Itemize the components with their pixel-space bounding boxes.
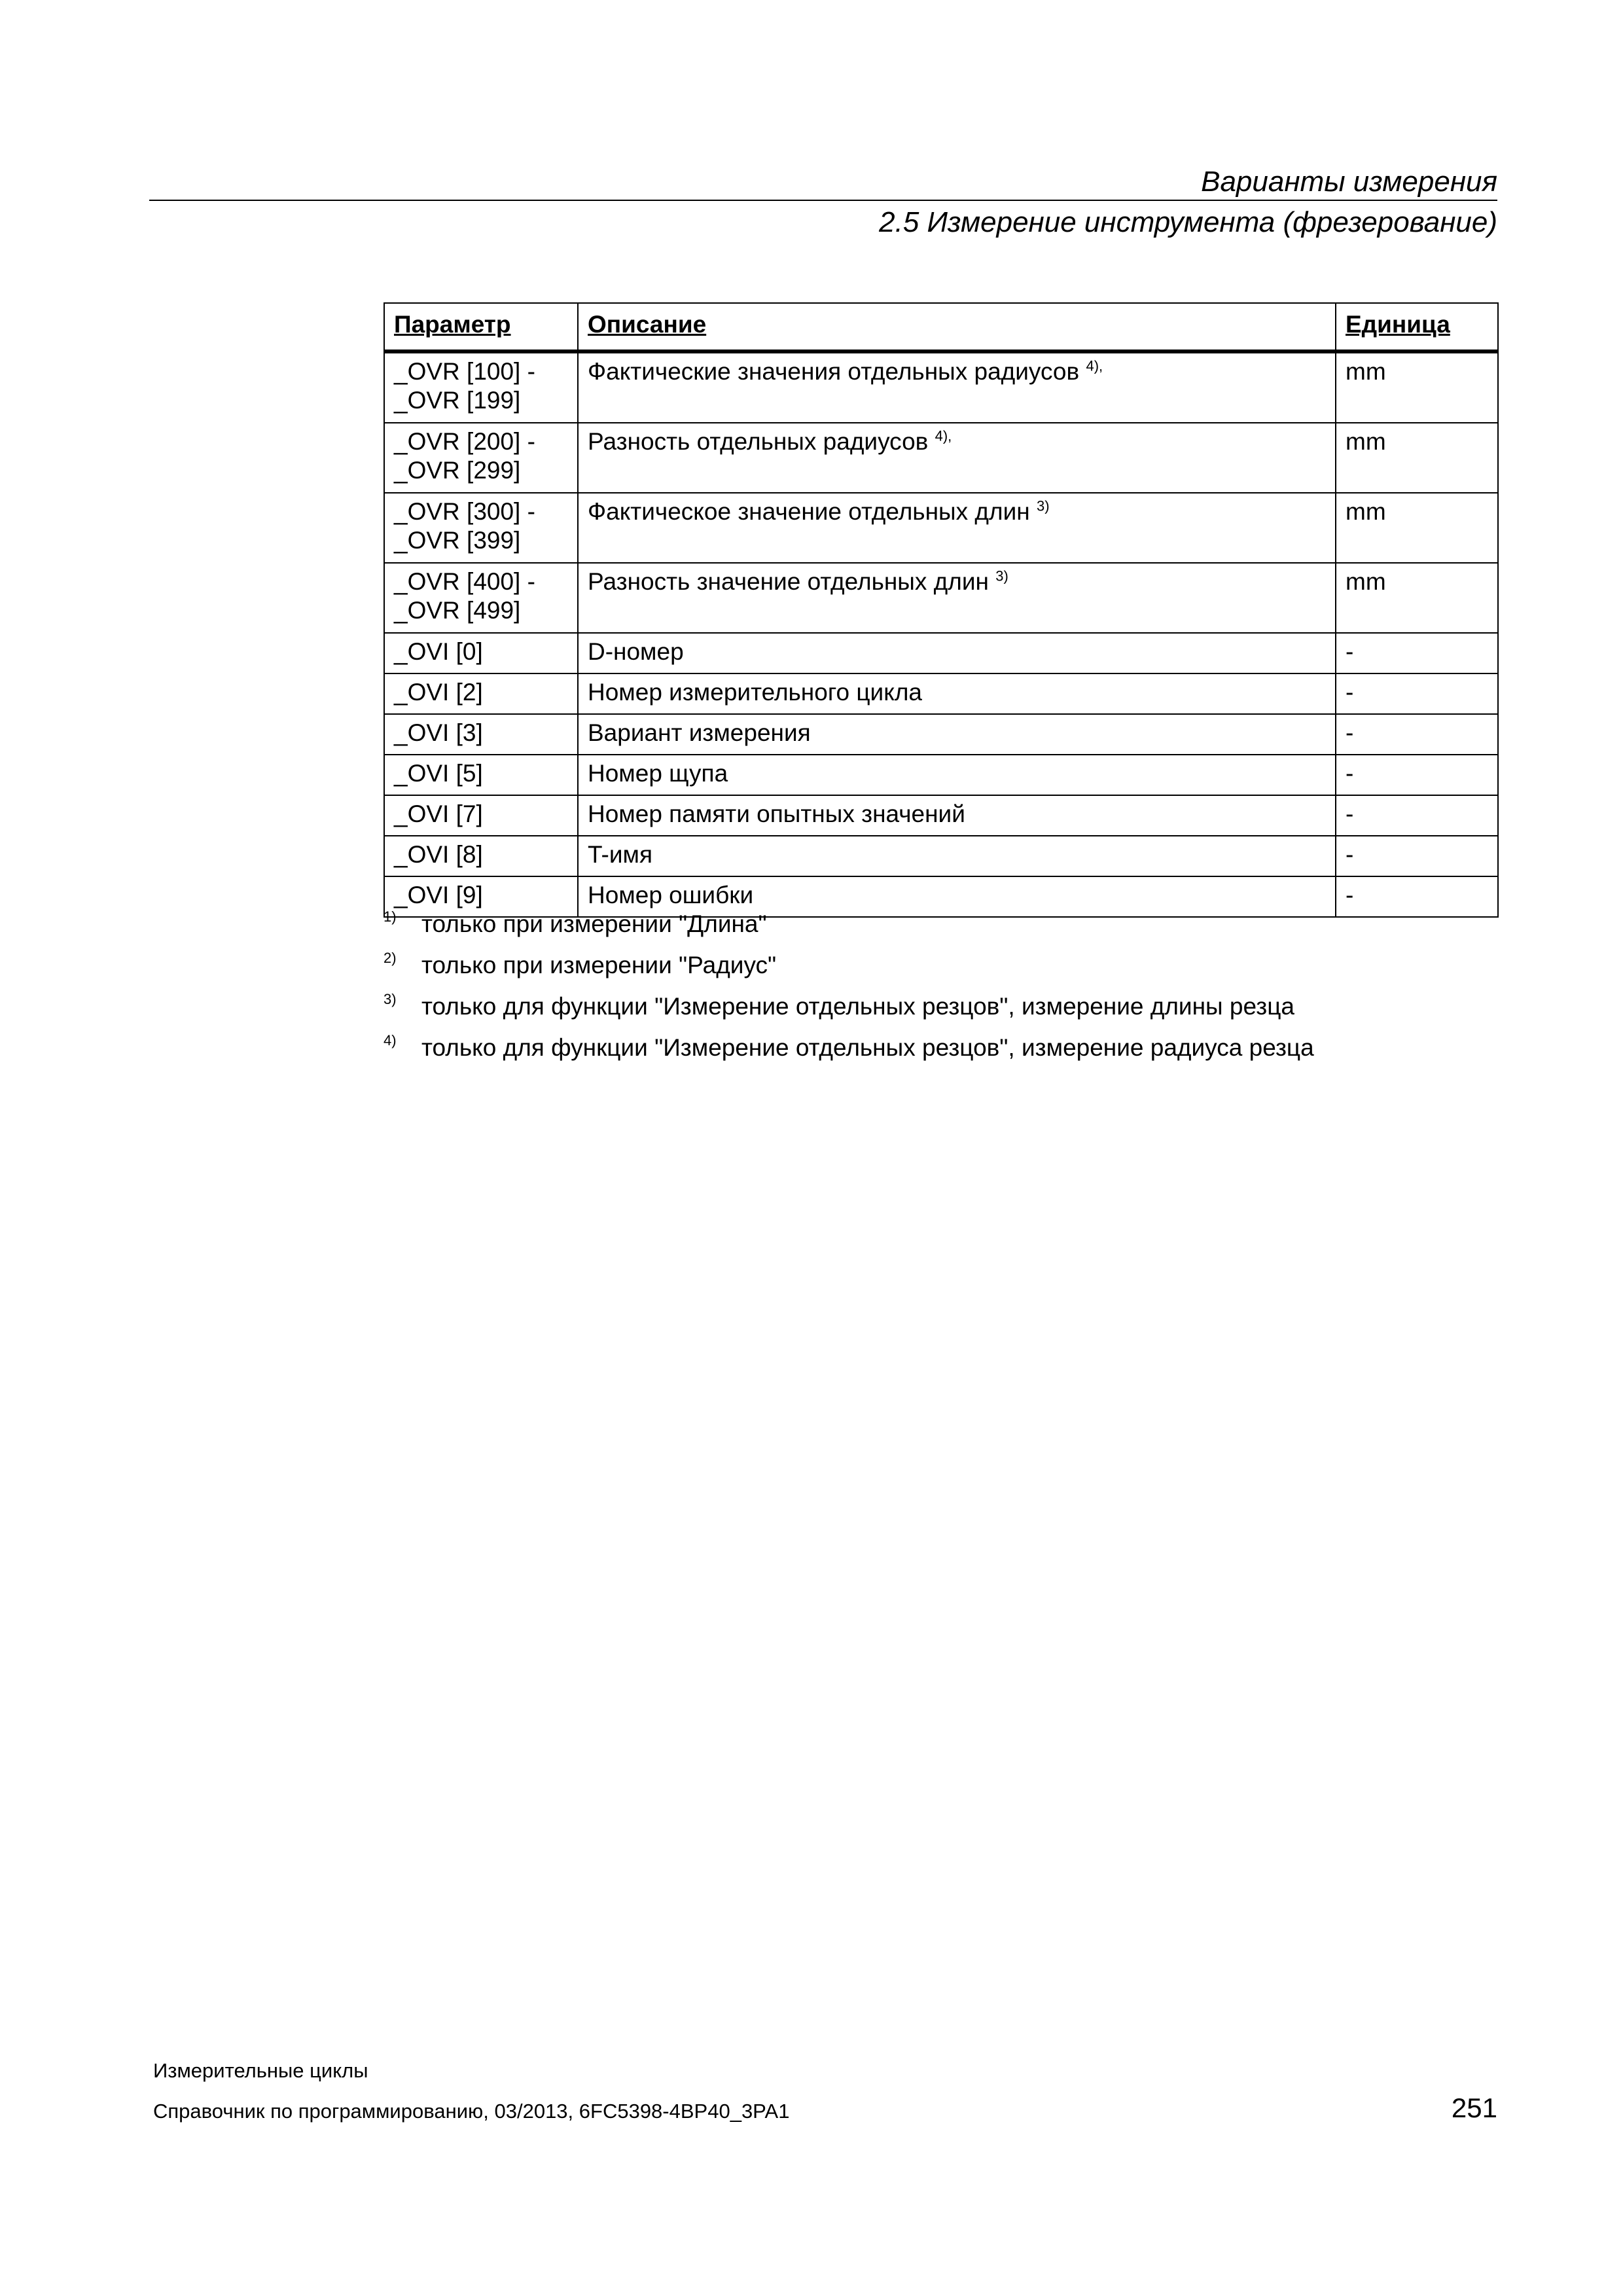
footnote-reference: 3) [995, 567, 1008, 584]
description-cell [578, 351, 1336, 423]
param-name: _OVR [299] [394, 457, 521, 484]
footnote-marker: 4) [383, 1032, 397, 1049]
footnote-text: только при измерении "Радиус" [421, 952, 777, 978]
param-cell: _OVI [9] [384, 876, 578, 917]
description-cell: T-имя [578, 836, 1336, 876]
table-row [384, 755, 1498, 795]
column-header-unit: Единица [1336, 303, 1498, 351]
description-cell: D-номер [578, 633, 1336, 673]
table-row [384, 714, 1498, 755]
table-row [384, 795, 1498, 836]
footnote [383, 910, 1496, 951]
description-text: Разность значение отдельных длин [588, 568, 989, 595]
footnote-marker: 3) [383, 991, 397, 1007]
param-name: _OVR [100] - [394, 358, 535, 385]
table-header-row [384, 303, 1498, 351]
param-cell: _OVI [3] [384, 714, 578, 755]
table-row [384, 633, 1498, 673]
param-cell [384, 423, 578, 493]
table-row [384, 351, 1498, 423]
table-row [384, 673, 1498, 714]
header-rule [149, 200, 1497, 201]
footnote-text: только при измерении "Длина" [421, 910, 767, 937]
unit-cell: - [1336, 755, 1498, 795]
unit-cell: - [1336, 714, 1498, 755]
unit-cell: mm [1336, 563, 1498, 633]
running-header-chapter: Варианты измерения [1201, 166, 1497, 198]
unit-cell: - [1336, 876, 1498, 917]
column-header-description: Описание [578, 303, 1336, 351]
unit-cell: mm [1336, 351, 1498, 423]
description-text: Фактические значения отдельных радиусов [588, 358, 1080, 385]
param-cell: _OVI [7] [384, 795, 578, 836]
footnote [383, 1033, 1496, 1075]
param-cell: _OVI [0] [384, 633, 578, 673]
param-name: _OVR [499] [394, 597, 521, 624]
footer-title: Измерительные циклы [153, 2059, 368, 2082]
table-row [384, 563, 1498, 633]
description-cell: Номер измерительного цикла [578, 673, 1336, 714]
description-cell: Номер ошибки [578, 876, 1336, 917]
footnote-reference: 4), [935, 427, 952, 444]
unit-cell: - [1336, 673, 1498, 714]
table-row [384, 493, 1498, 563]
description-cell: Номер щупа [578, 755, 1336, 795]
footnote-marker: 1) [383, 908, 397, 925]
param-name: _OVR [200] - [394, 428, 535, 455]
param-cell [384, 493, 578, 563]
footnote-text: только для функции "Измерение отдельных резцов", измерение длины резца [421, 993, 1294, 1020]
description-cell: Вариант измерения [578, 714, 1336, 755]
param-name: _OVR [400] - [394, 568, 535, 595]
footnote [383, 951, 1496, 992]
unit-cell: - [1336, 633, 1498, 673]
footnote-reference: 4), [1086, 357, 1103, 374]
unit-cell: mm [1336, 493, 1498, 563]
footnotes [383, 910, 1496, 1075]
description-cell: Номер памяти опытных значений [578, 795, 1336, 836]
description-cell [578, 423, 1336, 493]
param-cell [384, 351, 578, 423]
parameter-table [383, 302, 1499, 918]
param-name: _OVR [300] - [394, 498, 535, 525]
table-row [384, 836, 1498, 876]
description-cell [578, 493, 1336, 563]
param-cell: _OVI [5] [384, 755, 578, 795]
param-name: _OVR [199] [394, 387, 521, 414]
description-text: Разность отдельных радиусов [588, 428, 929, 455]
unit-cell: mm [1336, 423, 1498, 493]
footnote-marker: 2) [383, 950, 397, 966]
footnote-reference: 3) [1036, 497, 1050, 514]
footer-reference: Справочник по программированию, 03/2013, 6FC5398-4BP40_3PA1 [153, 2100, 790, 2123]
running-header-section: 2.5 Измерение инструмента (фрезерование) [879, 206, 1497, 238]
page-number: 251 [1451, 2092, 1497, 2123]
description-text: Фактическое значение отдельных длин [588, 498, 1030, 525]
param-cell [384, 563, 578, 633]
description-cell [578, 563, 1336, 633]
unit-cell: - [1336, 795, 1498, 836]
param-cell: _OVI [8] [384, 836, 578, 876]
footnote-text: только для функции "Измерение отдельных резцов", измерение радиуса резца [421, 1034, 1314, 1061]
footnote [383, 992, 1496, 1033]
unit-cell: - [1336, 836, 1498, 876]
column-header-parameter: Параметр [384, 303, 578, 351]
param-cell: _OVI [2] [384, 673, 578, 714]
param-name: _OVR [399] [394, 527, 521, 554]
table-row [384, 423, 1498, 493]
